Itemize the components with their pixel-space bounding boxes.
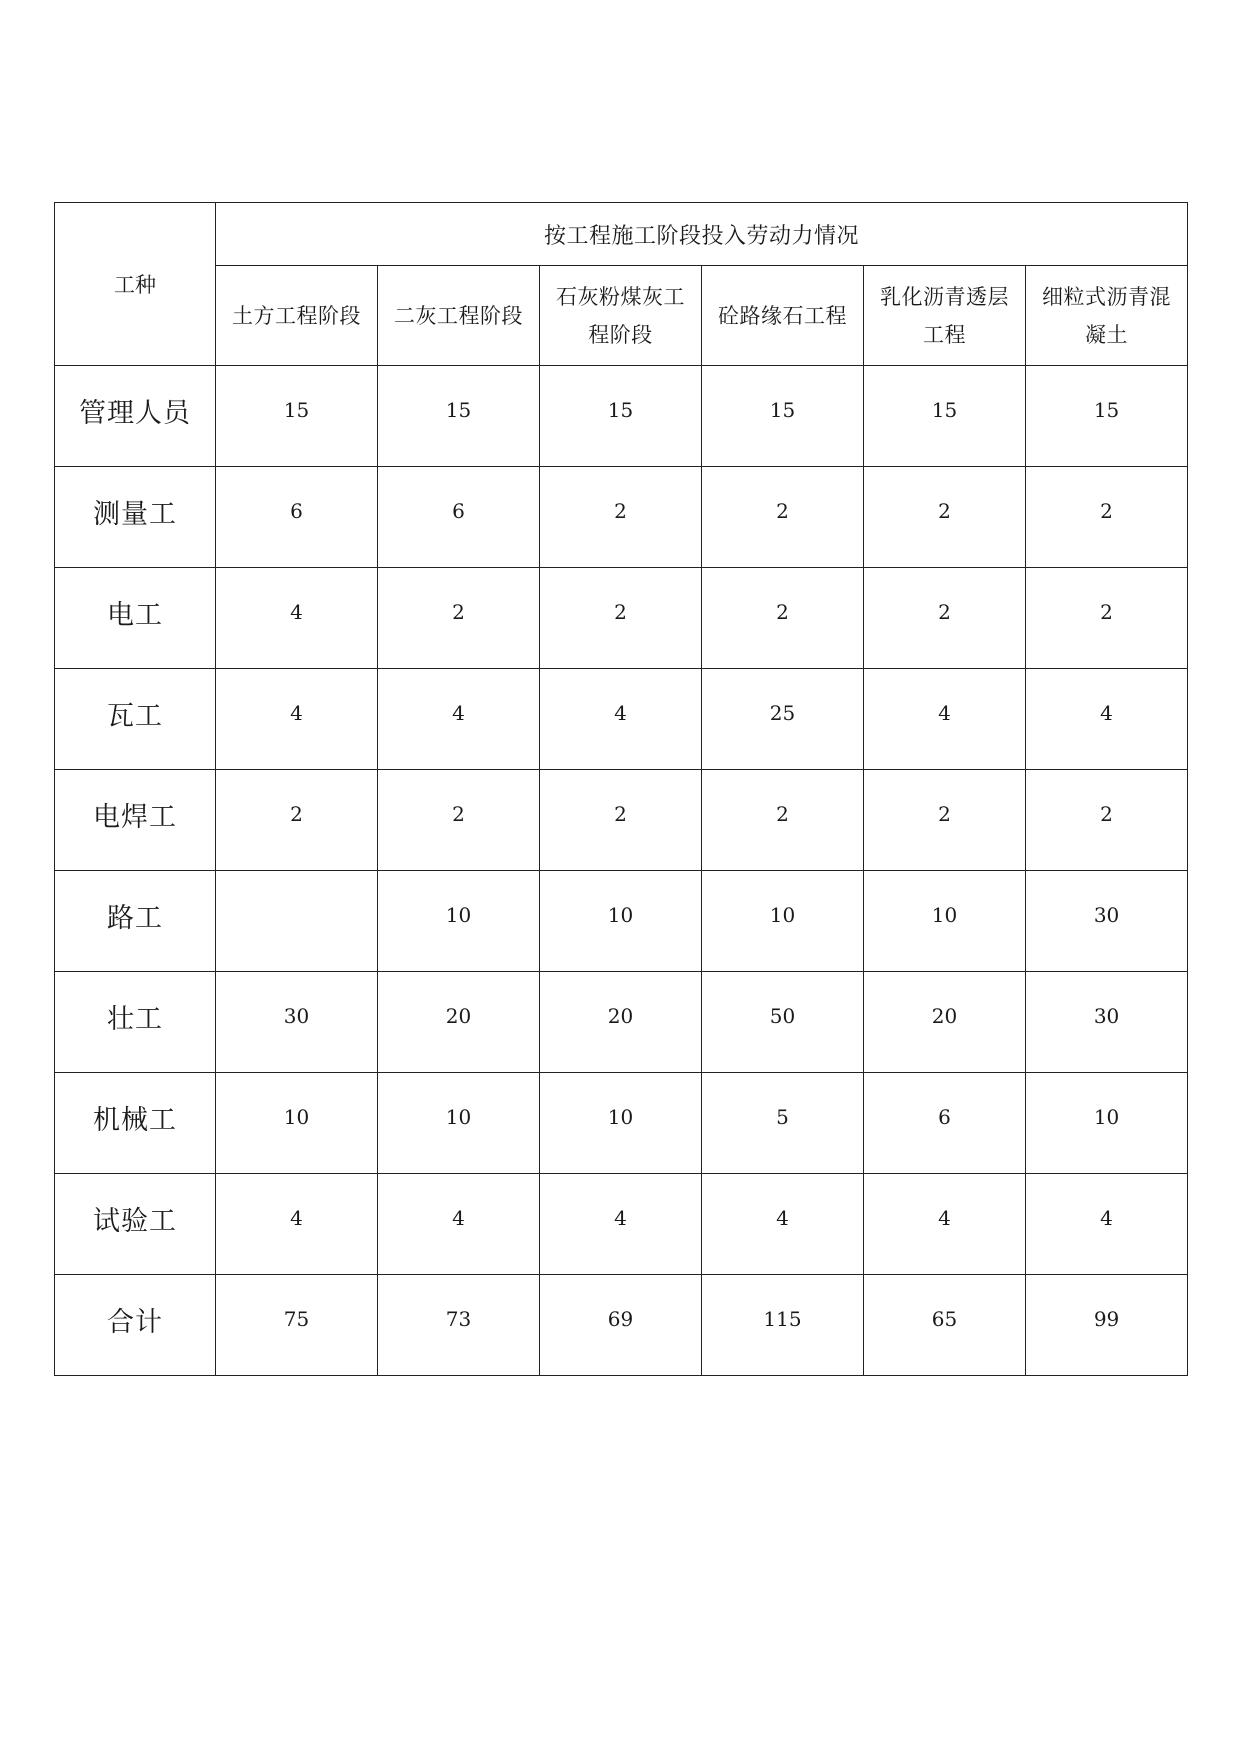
worker-count-cell: 50	[702, 972, 864, 1073]
worker-count-cell: 2	[1026, 467, 1188, 568]
worker-count-cell: 2	[540, 770, 702, 871]
stage-header: 乳化沥青透层工程	[864, 266, 1026, 366]
worker-count-cell: 4	[378, 669, 540, 770]
worker-count-cell: 4	[540, 669, 702, 770]
worker-count-cell: 65	[864, 1275, 1026, 1376]
trade-label: 瓦工	[55, 669, 216, 770]
worker-count-cell: 2	[702, 770, 864, 871]
trade-label: 路工	[55, 871, 216, 972]
worker-count-cell: 4	[1026, 669, 1188, 770]
stage-header: 石灰粉煤灰工程阶段	[540, 266, 702, 366]
worker-count-cell: 4	[864, 669, 1026, 770]
worker-count-cell: 15	[702, 366, 864, 467]
worker-count-cell: 2	[540, 467, 702, 568]
stage-header: 土方工程阶段	[216, 266, 378, 366]
worker-count-cell: 4	[216, 568, 378, 669]
worker-count-cell: 10	[702, 871, 864, 972]
worker-count-cell: 2	[864, 467, 1026, 568]
worker-count-cell: 2	[864, 568, 1026, 669]
trade-label: 电工	[55, 568, 216, 669]
table-row	[55, 669, 1188, 770]
trade-label: 测量工	[55, 467, 216, 568]
table-row	[55, 467, 1188, 568]
worker-count-cell: 4	[378, 1174, 540, 1275]
worker-count-cell: 30	[1026, 871, 1188, 972]
worker-count-cell: 73	[378, 1275, 540, 1376]
worker-count-cell: 6	[864, 1073, 1026, 1174]
stage-group-header: 按工程施工阶段投入劳动力情况	[216, 203, 1188, 266]
worker-count-cell: 6	[216, 467, 378, 568]
worker-count-cell: 115	[702, 1275, 864, 1376]
worker-count-cell: 6	[378, 467, 540, 568]
trade-label: 电焊工	[55, 770, 216, 871]
worker-count-cell: 10	[540, 871, 702, 972]
worker-count-cell: 2	[702, 568, 864, 669]
table-row	[55, 1073, 1188, 1174]
table-row	[55, 871, 1188, 972]
worker-count-cell: 10	[378, 871, 540, 972]
table-row	[55, 366, 1188, 467]
worker-count-cell: 10	[540, 1073, 702, 1174]
worker-count-cell: 2	[864, 770, 1026, 871]
worker-count-cell: 4	[702, 1174, 864, 1275]
worker-count-cell: 2	[1026, 568, 1188, 669]
worker-count-cell: 4	[216, 669, 378, 770]
worker-count-cell: 20	[864, 972, 1026, 1073]
labor-allocation-table	[54, 202, 1188, 1376]
trade-label: 管理人员	[55, 366, 216, 467]
total-row	[55, 1275, 1188, 1376]
stage-header: 砼路缘石工程	[702, 266, 864, 366]
worker-count-cell: 15	[216, 366, 378, 467]
worker-count-cell: 2	[702, 467, 864, 568]
trade-label: 壮工	[55, 972, 216, 1073]
worker-count-cell: 15	[378, 366, 540, 467]
worker-count-cell: 2	[378, 770, 540, 871]
trade-column-header: 工种	[55, 203, 216, 366]
table-row	[55, 770, 1188, 871]
worker-count-cell: 99	[1026, 1275, 1188, 1376]
worker-count-cell: 2	[540, 568, 702, 669]
worker-count-cell: 2	[378, 568, 540, 669]
worker-count-cell: 15	[864, 366, 1026, 467]
trade-label: 试验工	[55, 1174, 216, 1275]
worker-count-cell: 10	[216, 1073, 378, 1174]
stage-header: 细粒式沥青混凝土	[1026, 266, 1188, 366]
worker-count-cell: 15	[1026, 366, 1188, 467]
worker-count-cell: 4	[540, 1174, 702, 1275]
worker-count-cell: 4	[1026, 1174, 1188, 1275]
worker-count-cell: 30	[1026, 972, 1188, 1073]
worker-count-cell: 2	[216, 770, 378, 871]
trade-label: 机械工	[55, 1073, 216, 1174]
table-body	[55, 366, 1188, 1376]
worker-count-cell: 15	[540, 366, 702, 467]
worker-count-cell: 5	[702, 1073, 864, 1174]
table-row	[55, 568, 1188, 669]
worker-count-cell: 2	[1026, 770, 1188, 871]
worker-count-cell: 4	[864, 1174, 1026, 1275]
worker-count-cell: 20	[378, 972, 540, 1073]
worker-count-cell	[216, 871, 378, 972]
worker-count-cell: 10	[864, 871, 1026, 972]
table-row	[55, 1174, 1188, 1275]
worker-count-cell: 69	[540, 1275, 702, 1376]
worker-count-cell: 25	[702, 669, 864, 770]
worker-count-cell: 75	[216, 1275, 378, 1376]
worker-count-cell: 20	[540, 972, 702, 1073]
worker-count-cell: 4	[216, 1174, 378, 1275]
stage-header: 二灰工程阶段	[378, 266, 540, 366]
worker-count-cell: 10	[378, 1073, 540, 1174]
worker-count-cell: 30	[216, 972, 378, 1073]
table-row	[55, 972, 1188, 1073]
trade-label: 合计	[55, 1275, 216, 1376]
worker-count-cell: 10	[1026, 1073, 1188, 1174]
